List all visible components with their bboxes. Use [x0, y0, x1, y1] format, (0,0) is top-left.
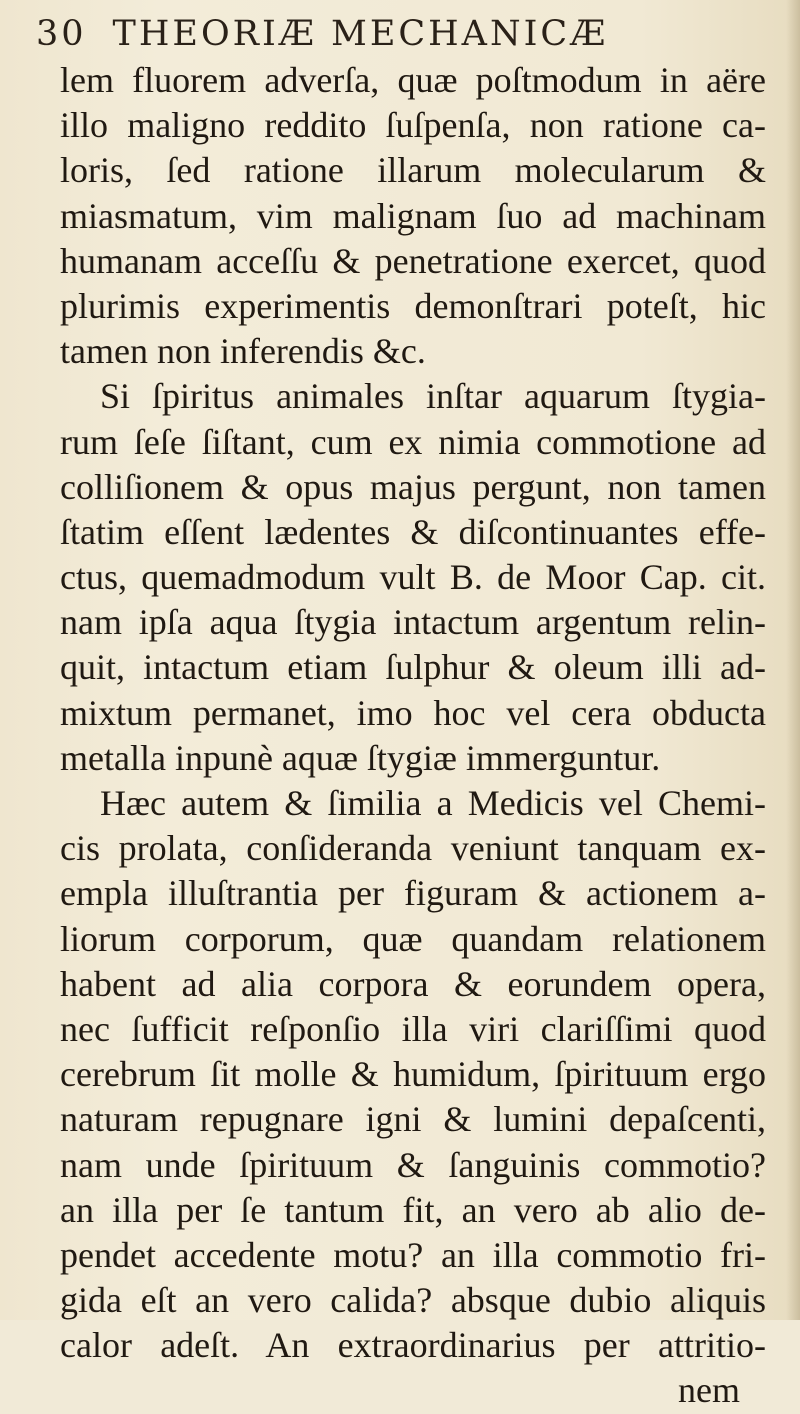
- paragraph-start-line: Si ſpiritus animales inſtar aquarum ſtygia-: [100, 376, 766, 417]
- text-line: pendet accedente motu? an illa commotio fri-: [60, 1234, 766, 1275]
- text-line: nam ipſa aqua ſtygia intactum argentum relin-: [60, 602, 766, 643]
- body-text: [60, 58, 766, 1414]
- text-line: gida eſt an vero calida? absque dubio aliquis: [60, 1280, 766, 1321]
- text-line: ſtatim eſſent lædentes & diſcontinuantes effe-: [60, 511, 766, 552]
- text-line: empla illuſtrantia per figuram & actionem a-: [60, 873, 766, 914]
- text-line: cis prolata, conſideranda veniunt tanquam ex-: [60, 828, 766, 869]
- text-line: colliſionem & opus majus pergunt, non tamen: [60, 466, 766, 507]
- page-number: 30: [36, 14, 87, 54]
- text-line: miasmatum, vim malignam ſuo ad machinam: [60, 195, 766, 236]
- text-line: habent ad alia corpora & eorundem opera,: [60, 963, 766, 1004]
- page-gutter-shadow: [786, 0, 800, 1320]
- text-line: quit, intactum etiam ſulphur & oleum illi ad-: [60, 647, 766, 688]
- text-line: naturam repugnare igni & lumini depaſcenti,: [60, 1099, 766, 1140]
- text-line: humanam acceſſu & penetratione exercet, quod: [60, 240, 766, 281]
- text-line: plurimis experimentis demonſtrari poteſt, hic: [60, 285, 766, 326]
- text-line: tamen non inferendis &c.: [60, 331, 426, 372]
- text-line: mixtum permanet, imo hoc vel cera obducta: [60, 692, 766, 733]
- text-line: nec ſufficit reſponſio illa viri clariſſimi quod: [60, 1008, 766, 1049]
- text-line: cerebrum ſit molle & humidum, ſpirituum ergo: [60, 1054, 766, 1095]
- catchword: nem: [678, 1370, 740, 1411]
- text-line: ctus, quemadmodum vult B. de Moor Cap. cit.: [60, 557, 766, 598]
- text-line: metalla inpunè aquæ ſtygiæ immerguntur.: [60, 737, 661, 778]
- text-line: nam unde ſpirituum & ſanguinis commotio?: [60, 1144, 766, 1185]
- text-line: illo maligno reddito ſuſpenſa, non ratione ca-: [60, 105, 766, 146]
- text-line: loris, ſed ratione illarum molecularum &: [60, 150, 766, 191]
- text-line: an illa per ſe tantum fit, an vero ab alio de-: [60, 1189, 766, 1230]
- running-title: THEORIÆ MECHANICÆ: [112, 14, 609, 54]
- text-line: liorum corporum, quæ quandam relationem: [60, 918, 766, 959]
- running-header: [36, 14, 608, 54]
- paragraph-start-line: Hæc autem & ſimilia a Medicis vel Chemi-: [100, 783, 766, 823]
- text-line: calor adeſt. An extraordinarius per attritio-: [60, 1325, 766, 1366]
- text-line: rum ſeſe ſiſtant, cum ex nimia commotione ad: [60, 421, 766, 462]
- text-line: lem fluorem adverſa, quæ poſtmodum in aëre: [60, 60, 766, 100]
